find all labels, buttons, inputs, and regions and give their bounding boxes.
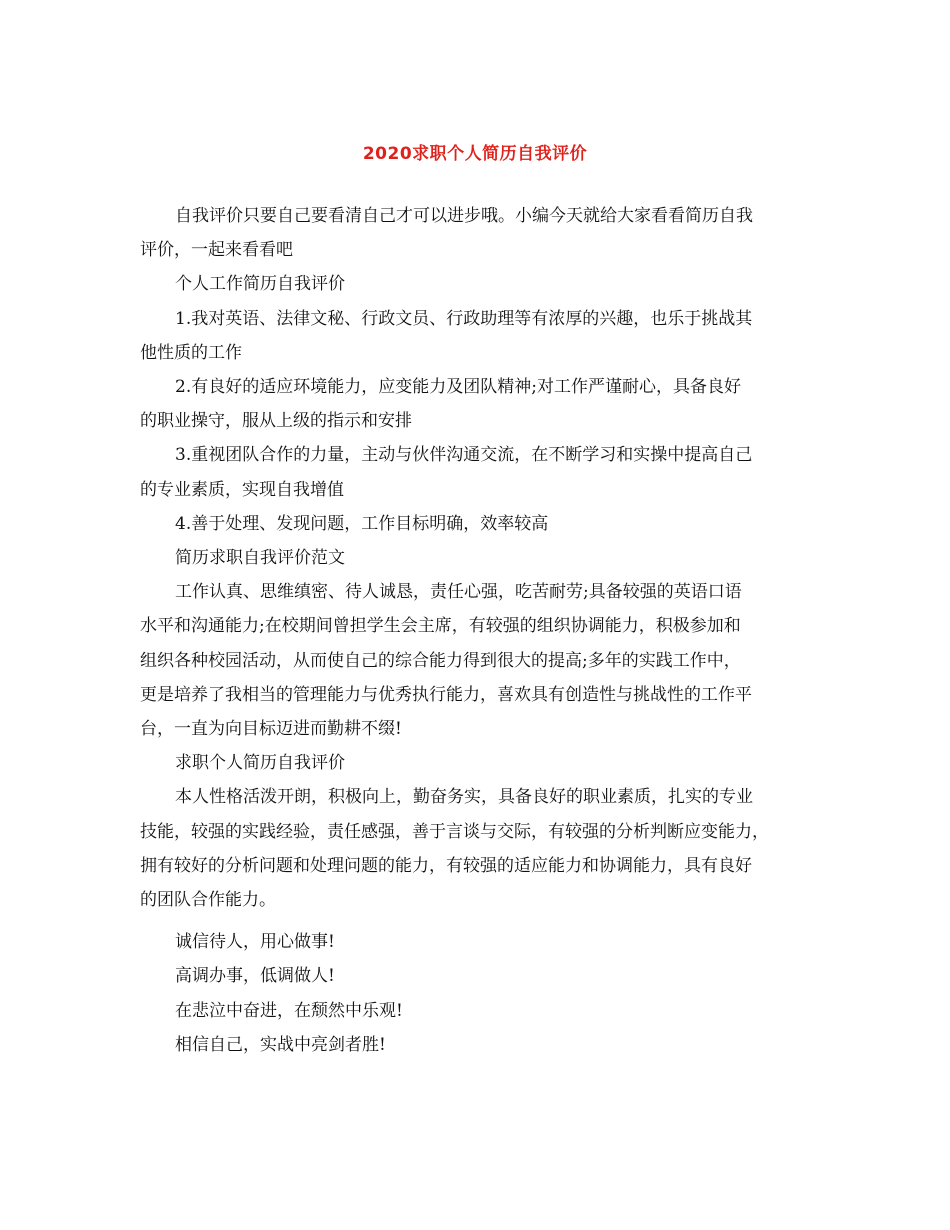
- paragraph-2-line-4: 更是培养了我相当的管理能力与优秀执行能力，喜欢具有创造性与挑战性的工作平: [140, 684, 752, 705]
- motto-line-3: 在悲泣中奋进，在颓然中乐观!: [175, 1000, 403, 1021]
- item-1-line-1: 1.我对英语、法律文秘、行政文员、行政助理等有浓厚的兴趣，也乐于挑战其: [175, 308, 753, 329]
- intro-line-1: 自我评价只要自己要看清自己才可以进步哦。小编今天就给大家看看简历自我: [175, 206, 753, 226]
- item-4-line-1: 4.善于处理、发现问题，工作目标明确，效率较高: [175, 513, 549, 534]
- paragraph-2-line-5: 台，一直为向目标迈进而勤耕不缀!: [140, 719, 402, 740]
- paragraph-3-line-1: 本人性格活泼开朗，积极向上，勤奋务实，具备良好的职业素质，扎实的专业: [175, 787, 753, 808]
- intro-line-2: 评价，一起来看看吧: [140, 240, 293, 261]
- item-2-line-1: 2.有良好的适应环境能力，应变能力及团队精神;对工作严谨耐心，具备良好: [175, 377, 741, 398]
- paragraph-3-line-4: 的团队合作能力。: [140, 890, 276, 911]
- paragraph-3-line-2: 技能，较强的实践经验，责任感强，善于言谈与交际，有较强的分析判断应变能力，: [140, 821, 769, 842]
- paragraph-3-line-3: 拥有较好的分析问题和处理问题的能力，有较强的适应能力和协调能力，具有良好: [140, 855, 752, 876]
- item-1-line-2: 他性质的工作: [140, 342, 242, 363]
- paragraph-2-line-2: 水平和沟通能力;在校期间曾担学生会主席，有较强的组织协调能力，积极参加和: [140, 616, 741, 637]
- section-heading-2: 简历求职自我评价范文: [175, 548, 345, 569]
- document-body: [140, 199, 830, 1062]
- item-2-line-2: 的职业操守，服从上级的指示和安排: [140, 411, 412, 432]
- motto-line-2: 高调办事，低调做人!: [175, 966, 335, 987]
- section-heading-3: 求职个人简历自我评价: [175, 753, 345, 774]
- section-heading-1: 个人工作简历自我评价: [175, 274, 345, 295]
- paragraph-2-line-3: 组织各种校园活动，从而使自己的综合能力得到很大的提高;多年的实践工作中，: [140, 650, 741, 671]
- item-3-line-2: 的专业素质，实现自我增值: [140, 479, 344, 500]
- document-title: 2020求职个人简历自我评价: [362, 144, 588, 164]
- item-3-line-1: 3.重视团队合作的力量，主动与伙伴沟通交流，在不断学习和实操中提高自己: [175, 445, 753, 466]
- paragraph-2-line-1: 工作认真、思维缜密、待人诚恳，责任心强，吃苦耐劳;具备较强的英语口语: [175, 582, 742, 603]
- motto-line-1: 诚信待人，用心做事!: [175, 932, 335, 953]
- motto-line-4: 相信自己，实战中亮剑者胜!: [175, 1034, 386, 1055]
